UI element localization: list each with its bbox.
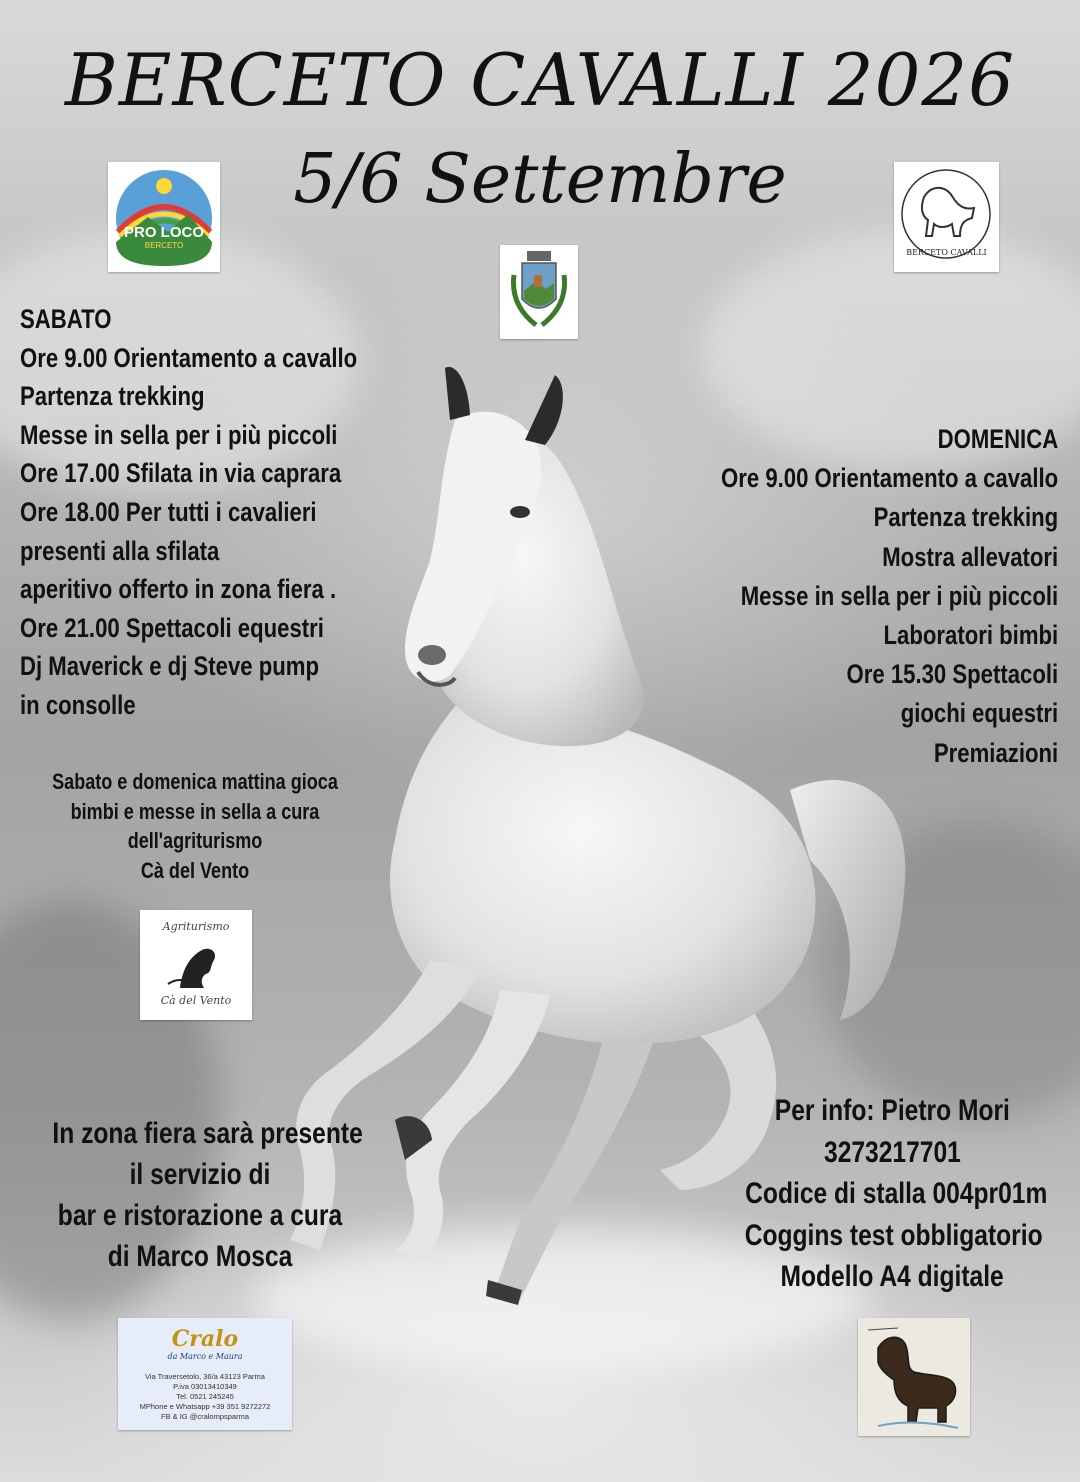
sabato-line: aperitivo offerto in zona fiera . (20, 574, 337, 605)
cralo-address: Via Traversetolo, 36/a 43123 Parma (145, 1372, 265, 1381)
domenica-program (721, 420, 1058, 773)
sabato-line: Messe in sella per i più piccoli (20, 419, 338, 450)
domenica-line: Ore 15.30 Spettacoli (846, 659, 1058, 690)
berceto-cavalli-label: BERCETO CAVALLI (906, 248, 987, 257)
bar-line: di Marco Mosca (107, 1240, 293, 1273)
berceto-cavalli-logo (894, 162, 999, 272)
horse-eye (510, 506, 530, 518)
info-line: Modello A4 digitale (780, 1260, 1004, 1293)
info-contact: Per info: Pietro Mori (774, 1094, 1010, 1127)
sabato-heading: SABATO (20, 304, 112, 334)
cralo-social: FB & IG @cralompsparma (160, 1412, 250, 1421)
event-title: BERCETO CAVALLI 2026 (64, 38, 1016, 122)
drawn-horse-icon (858, 1318, 970, 1436)
agriturismo-logo (140, 910, 252, 1020)
sabato-line: Dj Maverick e dj Steve pump (20, 651, 320, 682)
domenica-line: Partenza trekking (873, 502, 1058, 533)
note-line: Sabato e domenica mattina gioca (52, 769, 338, 794)
cralo-tel: Tel. 0521 245245 (176, 1392, 234, 1401)
agriturismo-label: Agriturismo (162, 920, 230, 933)
cralo-subtitle: da Marco e Maura (167, 1352, 243, 1361)
info-line: Codice di stalla 004pr01m (745, 1177, 1048, 1210)
domenica-line: Premiazioni (933, 737, 1058, 768)
pro-loco-label: PRO LOCO (123, 224, 204, 241)
bar-line: In zona fiera sarà presente (52, 1117, 363, 1150)
bar-line: bar e ristorazione a cura (57, 1199, 343, 1232)
cralo-business-card (118, 1318, 292, 1430)
sabato-line: Ore 9.00 Orientamento a cavallo (20, 342, 358, 373)
sabato-program (20, 300, 357, 725)
sabato-line: in consolle (20, 689, 136, 720)
horse-nostril (418, 645, 446, 665)
bar-service-info (20, 1113, 380, 1277)
pro-loco-emblem-icon (108, 162, 220, 272)
domenica-line: Laboratori bimbi (883, 620, 1058, 651)
note-line: dell'agriturismo (127, 828, 263, 853)
note-line: bimbi e messe in sella a cura (70, 798, 320, 824)
sabato-line: Ore 21.00 Spettacoli equestri (20, 612, 324, 643)
note-line: Cà del Vento (140, 857, 250, 883)
sabato-line: presenti alla sfilata (20, 535, 220, 566)
municipal-coat-of-arms (500, 245, 578, 339)
domenica-line: Mostra allevatori (882, 541, 1058, 572)
pro-loco-sublabel: BERCETO (144, 241, 184, 250)
weekend-note (20, 767, 370, 885)
cralo-mobile: MPhone e Whatsapp +39 351 9272272 (139, 1402, 271, 1411)
horse-ear-right (525, 375, 563, 445)
contact-info (712, 1090, 1072, 1298)
cralo-brand: Cralo (171, 1326, 239, 1352)
domenica-line: Ore 9.00 Orientamento a cavallo (720, 463, 1058, 494)
domenica-heading: DOMENICA (937, 424, 1058, 454)
info-line: Coggins test obbligatorio (744, 1218, 1043, 1252)
sabato-line: Partenza trekking (20, 381, 205, 412)
domenica-line: Messe in sella per i più piccoli (740, 580, 1058, 611)
event-date: 5/6 Settembre (293, 140, 787, 219)
cralo-piva: P.iva 03013410349 (173, 1382, 237, 1391)
horse-ear-left (445, 367, 470, 420)
pro-loco-logo (108, 162, 220, 272)
bar-line: il servizio di (129, 1158, 271, 1191)
child-horse-drawing (858, 1318, 970, 1436)
domenica-line: giochi equestri (900, 698, 1058, 729)
info-phone: 3273217701 (823, 1135, 961, 1169)
sabato-line: Ore 18.00 Per tutti i cavalieri (20, 496, 317, 527)
agriturismo-name: Cà del Vento (160, 994, 232, 1007)
coat-of-arms-icon (500, 245, 578, 339)
sabato-line: Ore 17.00 Sfilata in via caprara (20, 458, 342, 489)
